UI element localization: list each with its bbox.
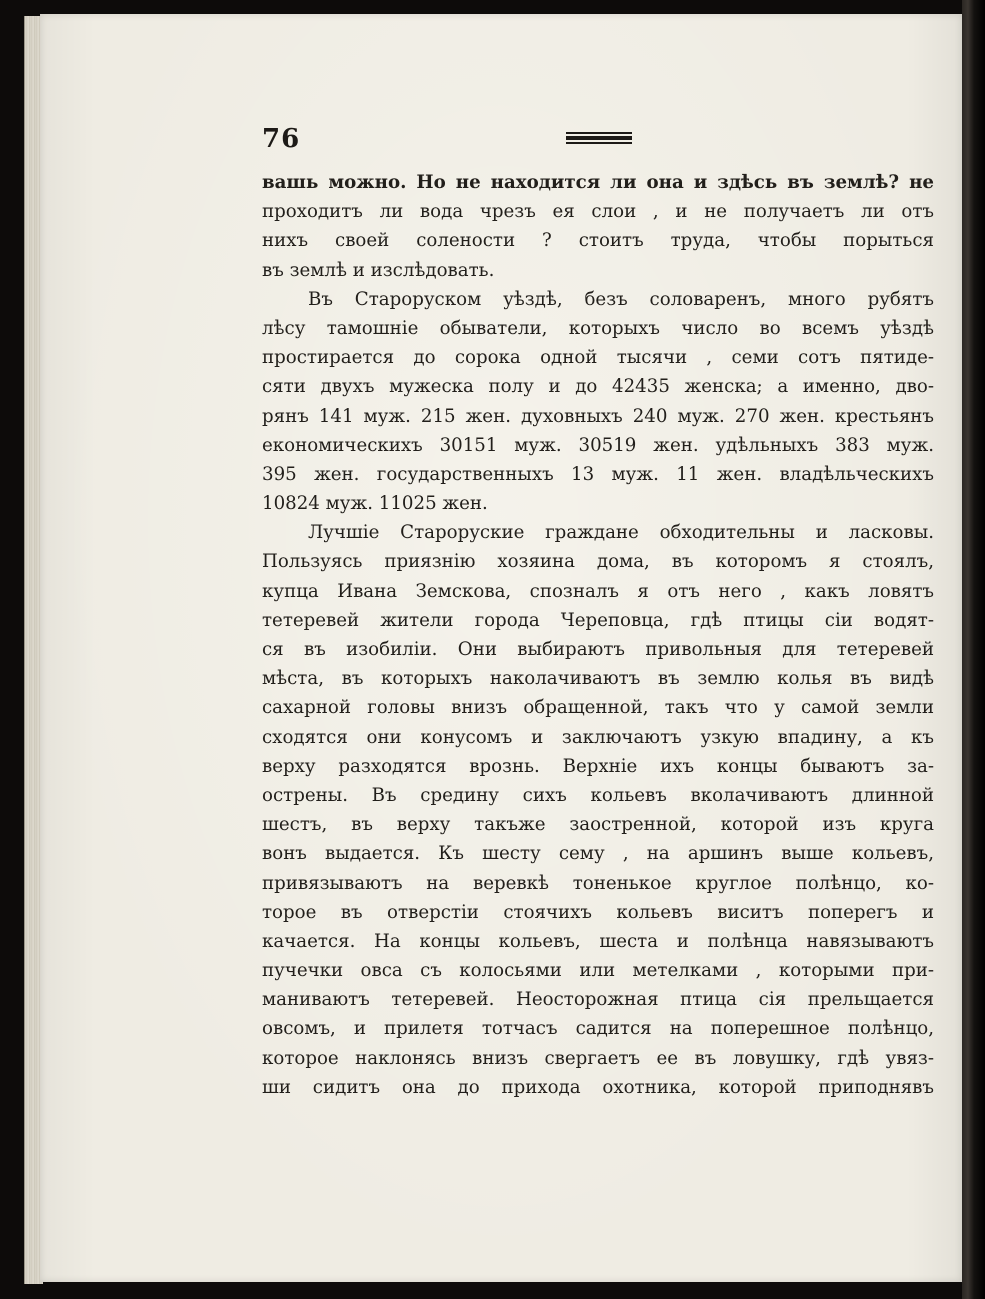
text-line: въ землѣ и изслѣдовать. <box>262 259 495 281</box>
text-line: 395 жен. государственныхъ 13 муж. 11 жен. владѣльческихъ <box>262 463 934 485</box>
text-line: рянъ 141 муж. 215 жен. духовныхъ 240 муж. 270 жен. крестьянъ <box>262 405 934 427</box>
text-line: простирается до сорока одной тысячи , семи сотъ пятиде- <box>262 347 934 369</box>
text-line: нихъ своей солености ? стоитъ труда, чтобы порыться <box>262 230 934 252</box>
text-line: маниваютъ тетеревей. Неосторожная птица сія прельщается <box>262 989 934 1011</box>
text-line: мѣста, въ которыхъ наколачиваютъ въ землю колья въ видѣ <box>262 668 934 690</box>
text-line: качается. На концы кольевъ, шеста и полѣнца навязываютъ <box>262 930 934 952</box>
text-line: Въ Староруском уѣздѣ, безъ соловаренъ, много рубятъ <box>308 288 934 310</box>
text-line: Пользуясь приязнію хозяина дома, въ которомъ я стоялъ, <box>262 551 934 573</box>
text-line: сахарной головы внизъ обращенной, такъ что у самой земли <box>262 697 934 719</box>
text-line: ши сидитъ она до прихода охотника, которой приподнявъ <box>262 1076 934 1098</box>
text-line: проходитъ ли вода чрезъ ея слои , и не получаетъ ли отъ <box>262 201 934 223</box>
text-line: шестъ, въ верху такъже заостренной, которой изъ круга <box>262 814 934 836</box>
text-line: привязываютъ на веревкѣ тоненькое круглое полѣнцо, ко- <box>262 872 934 894</box>
text-line: Лучшіе Староруские граждане обходительны и ласковы. <box>308 522 934 544</box>
text-line: купца Ивана Земскова, спозналъ я отъ него , какъ ловятъ <box>262 580 934 602</box>
text-line: сходятся они конусомъ и заключаютъ узкую впадину, а къ <box>262 726 934 748</box>
scanner-edge <box>962 0 985 1299</box>
text-line: торое въ отверстіи стоячихъ кольевъ виситъ поперегъ и <box>262 901 934 923</box>
text-line: сяти двухъ мужеска полу и до 42435 женска; а именно, дво- <box>262 376 934 398</box>
text-line: економическихъ 30151 муж. 30519 жен. удѣльныхъ 383 муж. <box>262 434 934 456</box>
text-line: лѣсу тамошніе обыватели, которыхъ число во всемъ уѣздѣ <box>262 317 934 339</box>
text-line: 10824 муж. 11025 жен. <box>262 493 488 515</box>
header-ornament <box>566 132 632 144</box>
text-line: острены. Въ средину сихъ кольевъ вколачиваютъ длинной <box>262 784 934 806</box>
text-line: пучечки овса съ колосьями или метелками , которыми при- <box>262 960 934 982</box>
text-line: вашь можно. Но не находится ли она и здѣсь въ землѣ? не <box>262 172 934 193</box>
text-line: верху разходятся врознь. Верхніе ихъ концы бываютъ за- <box>262 755 934 777</box>
text-line: которое наклонясь внизъ свергаетъ ее въ ловушку, гдѣ увяз- <box>262 1047 934 1069</box>
page-number: 76 <box>262 124 301 154</box>
text-line: тетеревей жители города Череповца, гдѣ птицы сіи водят- <box>262 609 934 631</box>
body-text <box>262 168 934 1102</box>
text-line: вонъ выдается. Къ шесту сему , на аршинъ выше кольевъ, <box>262 843 934 865</box>
text-line: ся въ изобиліи. Они выбираютъ привольныя для тетеревей <box>262 639 934 660</box>
text-line: овсомъ, и прилетя тотчасъ садится на поперешное полѣнцо, <box>262 1018 934 1040</box>
